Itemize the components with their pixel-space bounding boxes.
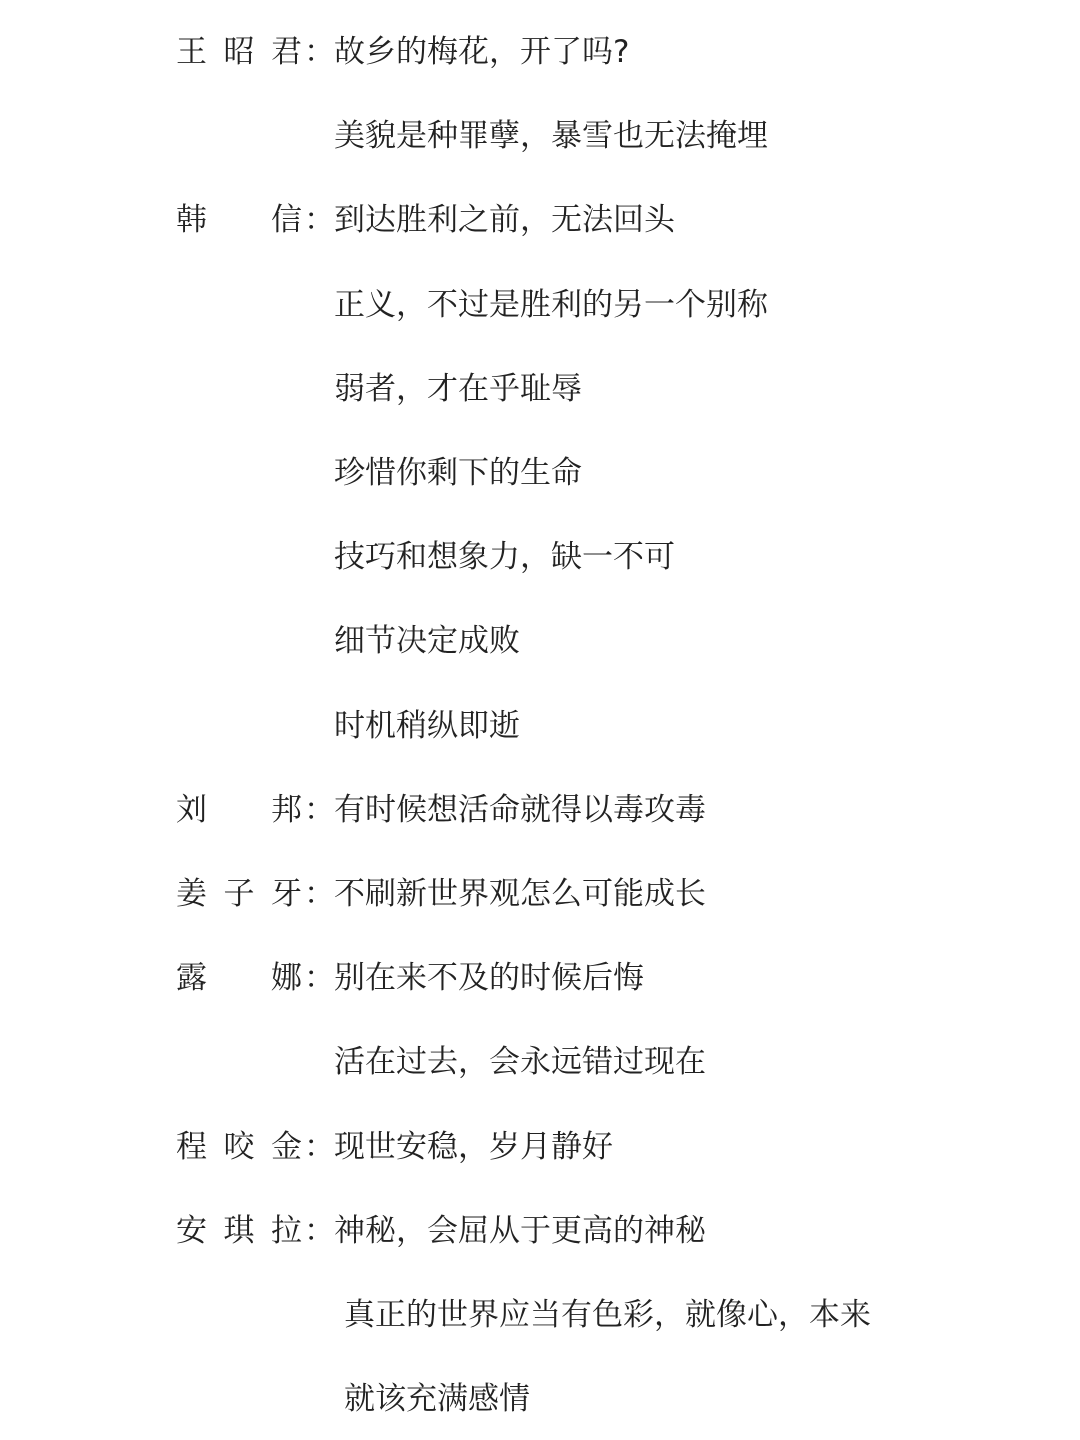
quote-text: 不刷新世界观怎么可能成长 — [334, 876, 706, 912]
quote-text: 别在来不及的时候后悔 — [334, 960, 644, 997]
speaker-char: 金 — [271, 1128, 302, 1165]
quote-text: 神秘，会屈从于更高的神秘 — [334, 1212, 706, 1249]
speaker-colon: ： — [304, 202, 335, 239]
speaker-colon: ： — [304, 876, 335, 912]
quote-text: 活在过去，会永远错过现在 — [334, 1044, 706, 1081]
quote-text: 到达胜利之前，无法回头 — [334, 202, 675, 239]
quote-text: 有时候想活命就得以毒攻毒 — [334, 791, 706, 828]
speaker-char: 咬 — [223, 1128, 255, 1165]
speaker-char: 王 — [176, 34, 207, 70]
speaker-name — [176, 1201, 302, 1261]
speaker-char: 姜 — [176, 876, 207, 912]
speaker-colon: ： — [304, 34, 335, 70]
quote-text: 现世安稳，岁月静好 — [334, 1128, 613, 1165]
speaker-char: 信 — [271, 202, 302, 239]
quote-text: 珍惜你剩下的生命 — [334, 455, 582, 491]
speaker-name — [176, 190, 302, 250]
quote-text: 就该充满感情 — [344, 1381, 530, 1418]
quote-text: 故乡的梅花，开了吗? — [334, 34, 630, 70]
speaker-char: 刘 — [176, 791, 207, 828]
speaker-name — [176, 948, 302, 1008]
speaker-colon: ： — [304, 960, 335, 997]
speaker-char: 程 — [176, 1128, 207, 1165]
speaker-char: 拉 — [271, 1212, 302, 1249]
quote-text: 时机稍纵即逝 — [334, 707, 520, 744]
speaker-char: 露 — [176, 960, 207, 997]
quote-text: 细节决定成败 — [334, 623, 520, 660]
speaker-char: 牙 — [271, 876, 302, 912]
speaker-colon: ： — [304, 1128, 335, 1165]
speaker-char: 琪 — [223, 1212, 255, 1249]
speaker-name — [176, 864, 302, 924]
speaker-name — [176, 22, 302, 82]
speaker-char: 韩 — [176, 202, 207, 239]
speaker-colon: ： — [304, 791, 335, 828]
quote-text: 技巧和想象力，缺一不可 — [334, 539, 675, 576]
quote-text: 正义，不过是胜利的另一个别称 — [334, 286, 768, 323]
speaker-char: 娜 — [271, 960, 302, 997]
quote-text: 弱者，才在乎耻辱 — [334, 370, 582, 407]
speaker-colon: ： — [304, 1212, 335, 1249]
speaker-name — [176, 1117, 302, 1177]
quote-text: 美貌是种罪孽，暴雪也无法掩埋 — [334, 118, 768, 155]
speaker-char: 邦 — [271, 791, 302, 828]
quote-text: 真正的世界应当有色彩，就像心，本来 — [344, 1297, 871, 1333]
speaker-char: 安 — [176, 1212, 207, 1249]
speaker-char: 昭 — [223, 34, 255, 70]
speaker-char: 君 — [271, 34, 302, 70]
speaker-char: 子 — [223, 876, 255, 912]
speaker-name — [176, 780, 302, 840]
